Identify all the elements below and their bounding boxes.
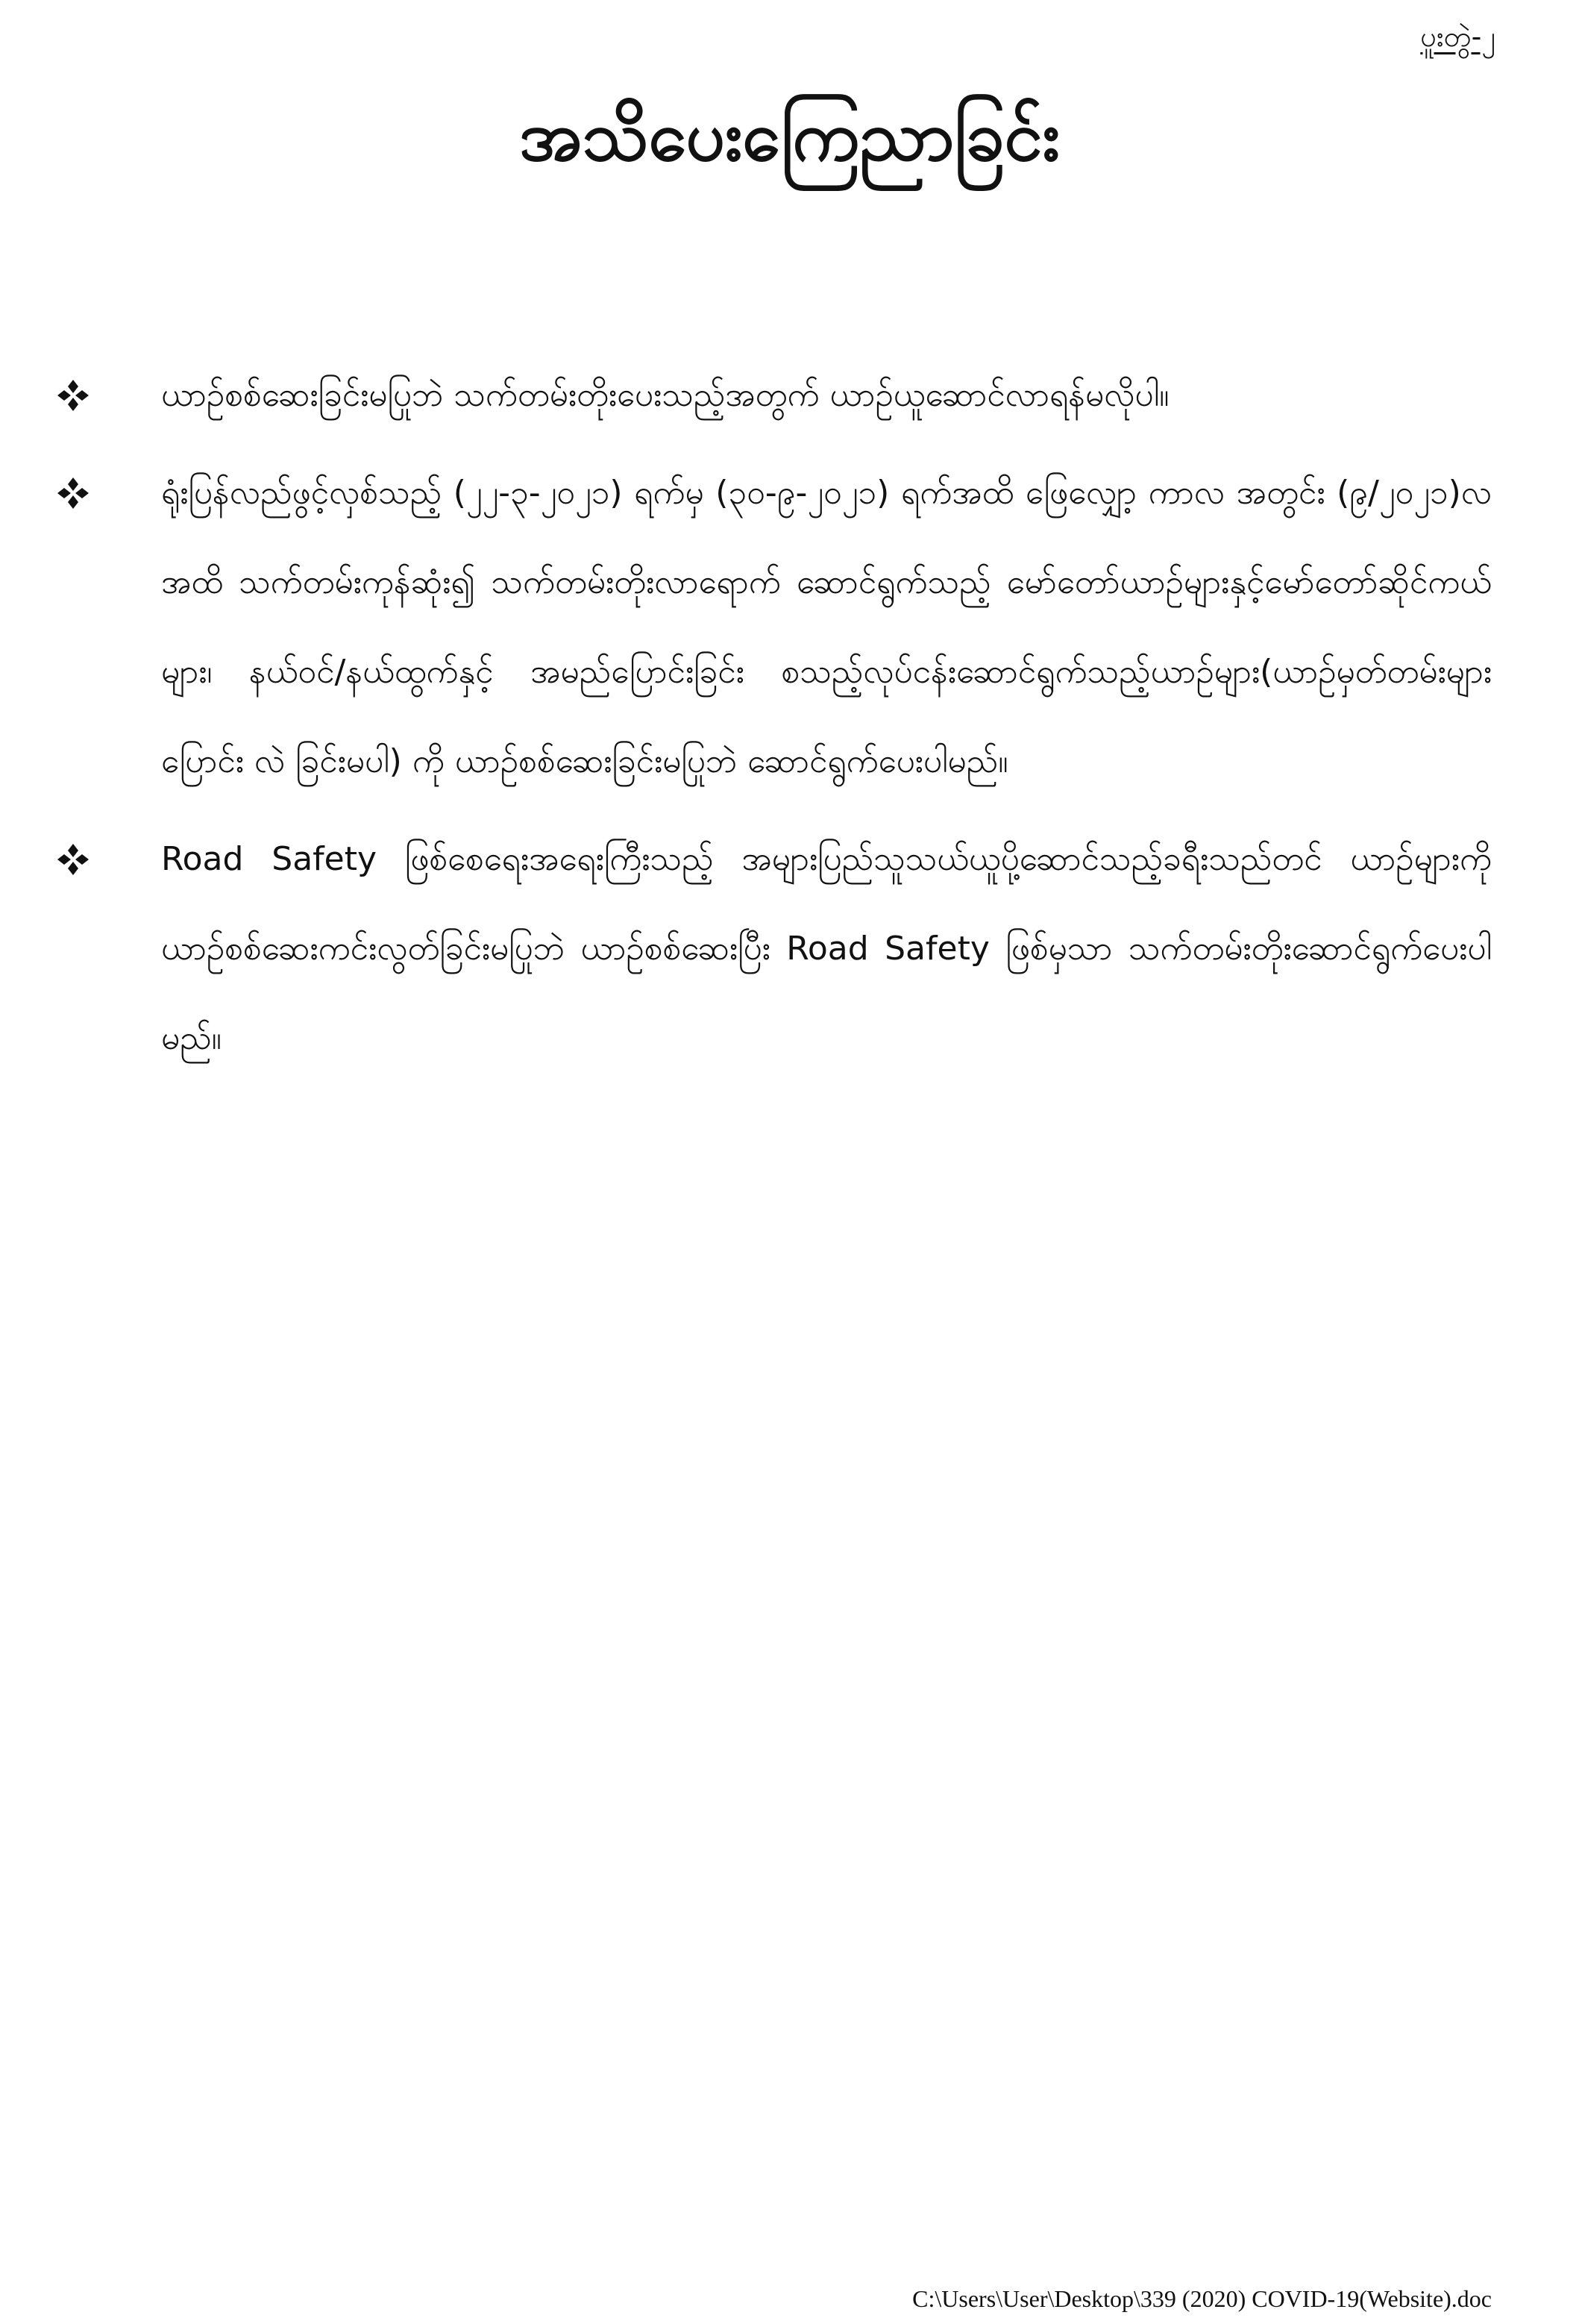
notice-bullet-list bbox=[52, 351, 1492, 1091]
bullet-text: ရုံးပြန်လည်ဖွင့်လှစ်သည့် (၂၂-၃-၂၀၂၁) ရက်မှ (၃၀-၉-၂၀၂၁) ရက်အထိ ဖြေလျှော့ ကာလ အတွင်း (၉/၂၀၂၁)လအထိ သက်တမ်းကုန်ဆုံး၍ သက်တမ်းတိုးလာရောက် ဆောင်ရွက်သည့် မော်တော်ယာဉ်များနှင့်မော်တော်ဆိုင်ကယ်များ၊ နယ်ဝင်/နယ်ထွက်နှင့် အမည်ပြောင်းခြင်း စသည့်လုပ်ငန်းဆောင်ရွက်သည့်ယာဉ်များ(ယာဉ်မှတ်တမ်းများပြောင်း လဲ ခြင်းမပါ) ကို ယာဉ်စစ်ဆေးခြင်းမပြုဘဲ ဆောင်ရွက်ပေးပါမည်။ bbox=[161, 474, 1492, 780]
four-diamond-bullet-icon bbox=[55, 351, 91, 440]
bullet-text: ယာဉ်စစ်ဆေးခြင်းမပြုဘဲ သက်တမ်းတိုးပေးသည့်အတွက် ယာဉ်ယူဆောင်လာရန်မလိုပါ။ bbox=[161, 376, 1170, 414]
page-title: အသိပေးကြေညာခြင်း bbox=[519, 96, 1060, 176]
four-diamond-bullet-icon bbox=[55, 448, 91, 538]
bullet-text: Road Safety ဖြစ်စေရေးအရေးကြီးသည့် အများပြည်သူသယ်ယူပို့ဆောင်သည့်ခရီးသည်တင် ယာဉ်များကို ယာဉ်စစ်ဆေးကင်းလွတ်ခြင်းမပြုဘဲ ယာဉ်စစ်ဆေးပြီး Road Safety ဖြစ်မှသာ သက်တမ်းတိုးဆောင်ရွက်ပေးပါမည်။ bbox=[161, 840, 1492, 1057]
footer-file-path: C:\Users\User\Desktop\339 (2020) COVID-19(Website).doc bbox=[912, 2285, 1492, 2312]
bullet-item-2 bbox=[52, 448, 1492, 806]
bullet-item-1 bbox=[52, 351, 1492, 440]
bullet-item-3 bbox=[52, 815, 1492, 1083]
four-diamond-bullet-icon bbox=[55, 815, 91, 904]
attachment-label: ပူးတွဲ-၂ bbox=[1420, 20, 1495, 53]
